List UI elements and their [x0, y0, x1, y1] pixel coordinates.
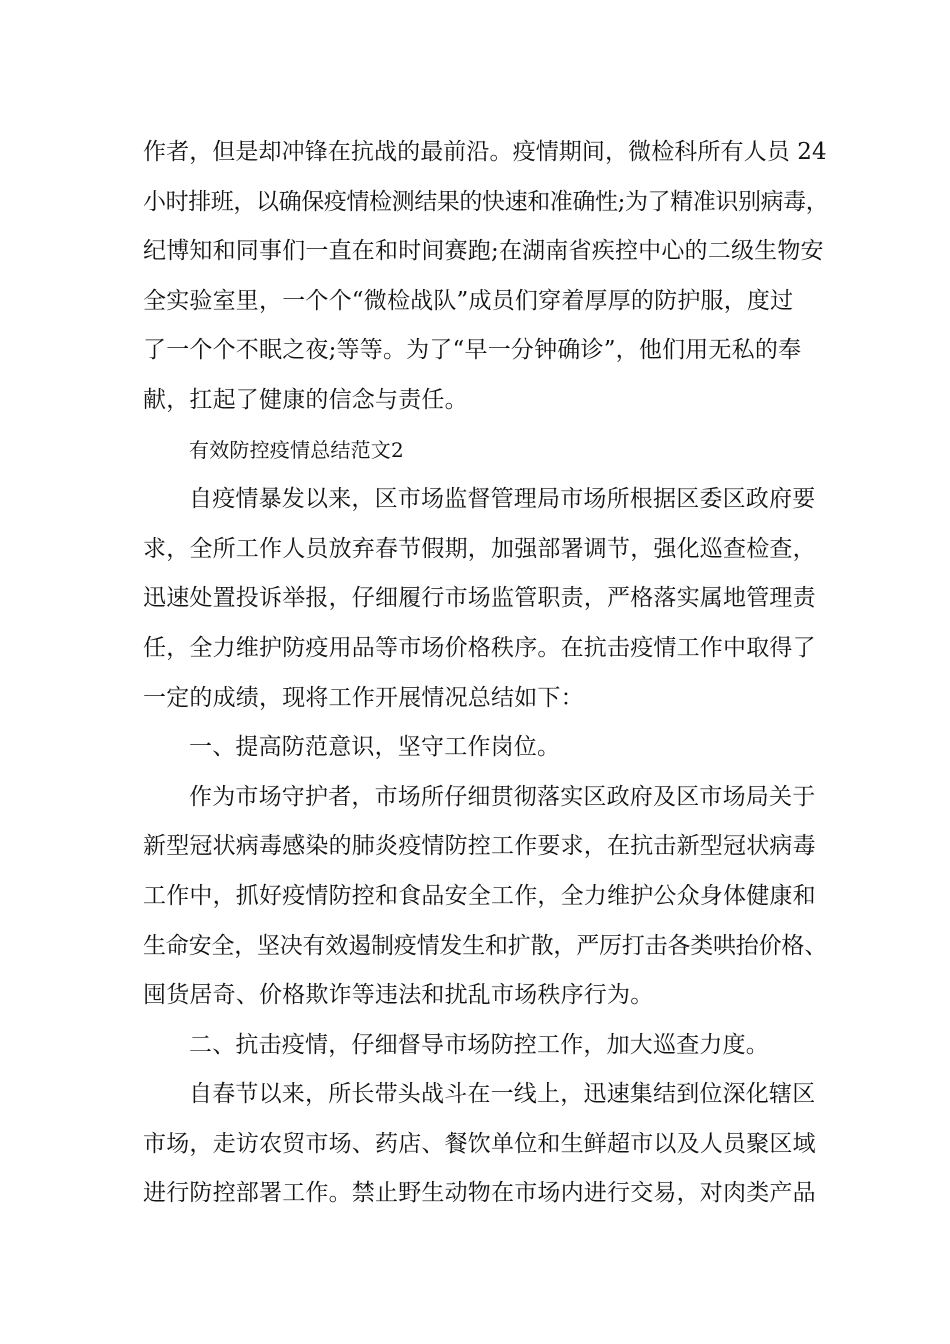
- text-line: 作者，但是却冲锋在抗战的最前沿。疫情期间，微检科所有人员 24: [143, 139, 827, 165]
- subheading-1: 一、提高防范意识，坚守工作岗位。: [189, 734, 561, 761]
- text-line: 作为市场守护者，市场所仔细贯彻落实区政府及区市场局关于: [189, 783, 816, 810]
- text-line: 求，全所工作人员放弃春节假期，加强部署调节，强化巡查检查，: [143, 535, 816, 562]
- text-line: 进行防控部署工作。禁止野生动物在市场内进行交易，对肉类产品: [143, 1180, 816, 1207]
- text-line: 小时排班，以确保疫情检测结果的快速和准确性;为了精准识别病毒，: [143, 188, 829, 215]
- text-line: 一定的成绩，现将工作开展情况总结如下：: [143, 684, 584, 711]
- text-line: 生命安全，坚决有效遏制疫情发生和扩散，严厉打击各类哄抬价格、: [143, 932, 828, 959]
- text-line: 全实验室里，一个个“微检战队”成员们穿着厚厚的防护服，度过: [143, 287, 794, 314]
- text-line: 纪博知和同事们一直在和时间赛跑;在湖南省疾控中心的二级生物安: [143, 238, 824, 265]
- text-line: 迅速处置投诉举报，仔细履行市场监管职责，严格落实属地管理责: [143, 585, 816, 612]
- section-title: 有效防控疫情总结范文2: [189, 437, 404, 462]
- text-line: 任，全力维护防疫用品等市场价格秩序。在抗击疫情工作中取得了: [143, 634, 816, 661]
- subheading-2: 二、抗击疫情，仔细督导市场防控工作，加大巡查力度。: [189, 1031, 769, 1058]
- text-line: 市场，走访农贸市场、药店、餐饮单位和生鲜超市以及人员聚区域: [143, 1130, 816, 1157]
- text-line: 自春节以来，所长带头战斗在一线上，迅速集结到位深化辖区: [189, 1081, 816, 1108]
- text-line: 了一个个不眠之夜;等等。为了“早一分钟确诊”，他们用无私的奉: [143, 337, 802, 364]
- text-line: 工作中，抓好疫情防控和食品安全工作，全力维护公众身体健康和: [143, 882, 816, 909]
- text-line: 献，扛起了健康的信念与责任。: [143, 386, 468, 413]
- text-line: 自疫情暴发以来，区市场监督管理局市场所根据区委区政府要: [189, 486, 816, 513]
- document-body: [143, 128, 829, 1219]
- text-line: 囤货居奇、价格欺诈等违法和扰乱市场秩序行为。: [143, 982, 654, 1009]
- text-line: 新型冠状病毒感染的肺炎疫情防控工作要求，在抗击新型冠状病毒: [143, 833, 816, 860]
